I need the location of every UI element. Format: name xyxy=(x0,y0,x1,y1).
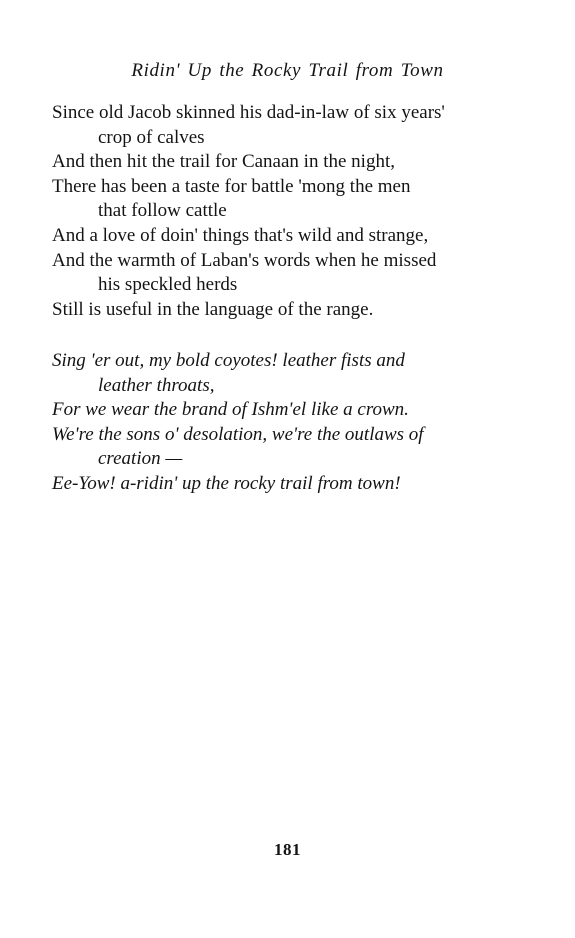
verse-line-continuation: his speckled herds xyxy=(98,274,238,296)
verse-line: And then hit the trail for Canaan in the night, xyxy=(52,151,395,173)
verse-line-continuation: creation — xyxy=(98,448,183,470)
verse-line: And the warmth of Laban's words when he missed xyxy=(52,249,437,271)
verse-line: And a love of doin' things that's wild and strange, xyxy=(52,224,429,246)
verse-line: For we wear the brand of Ishm'el like a crown. xyxy=(52,399,409,421)
stanza-1 xyxy=(52,101,532,322)
verse-line-continuation: crop of calves xyxy=(98,126,205,148)
verse-line-continuation: leather throats, xyxy=(98,374,215,396)
verse-line: We're the sons o' desolation, we're the outlaws of xyxy=(52,423,424,445)
running-title: Ridin' Up the Rocky Trail from Town xyxy=(131,60,444,81)
verse-line: Still is useful in the language of the range. xyxy=(52,298,374,320)
verse-line: There has been a taste for battle 'mong the men xyxy=(52,175,411,197)
stanza-2-chorus xyxy=(52,349,532,497)
verse-line: Since old Jacob skinned his dad-in-law of six years' xyxy=(52,102,445,123)
verse-line: Sing 'er out, my bold coyotes! leather fists and xyxy=(52,350,405,371)
verse-line: Ee-Yow! a-ridin' up the rocky trail from town! xyxy=(52,472,401,494)
verse-line-continuation: that follow cattle xyxy=(98,200,227,222)
page-number: 181 xyxy=(274,840,301,859)
